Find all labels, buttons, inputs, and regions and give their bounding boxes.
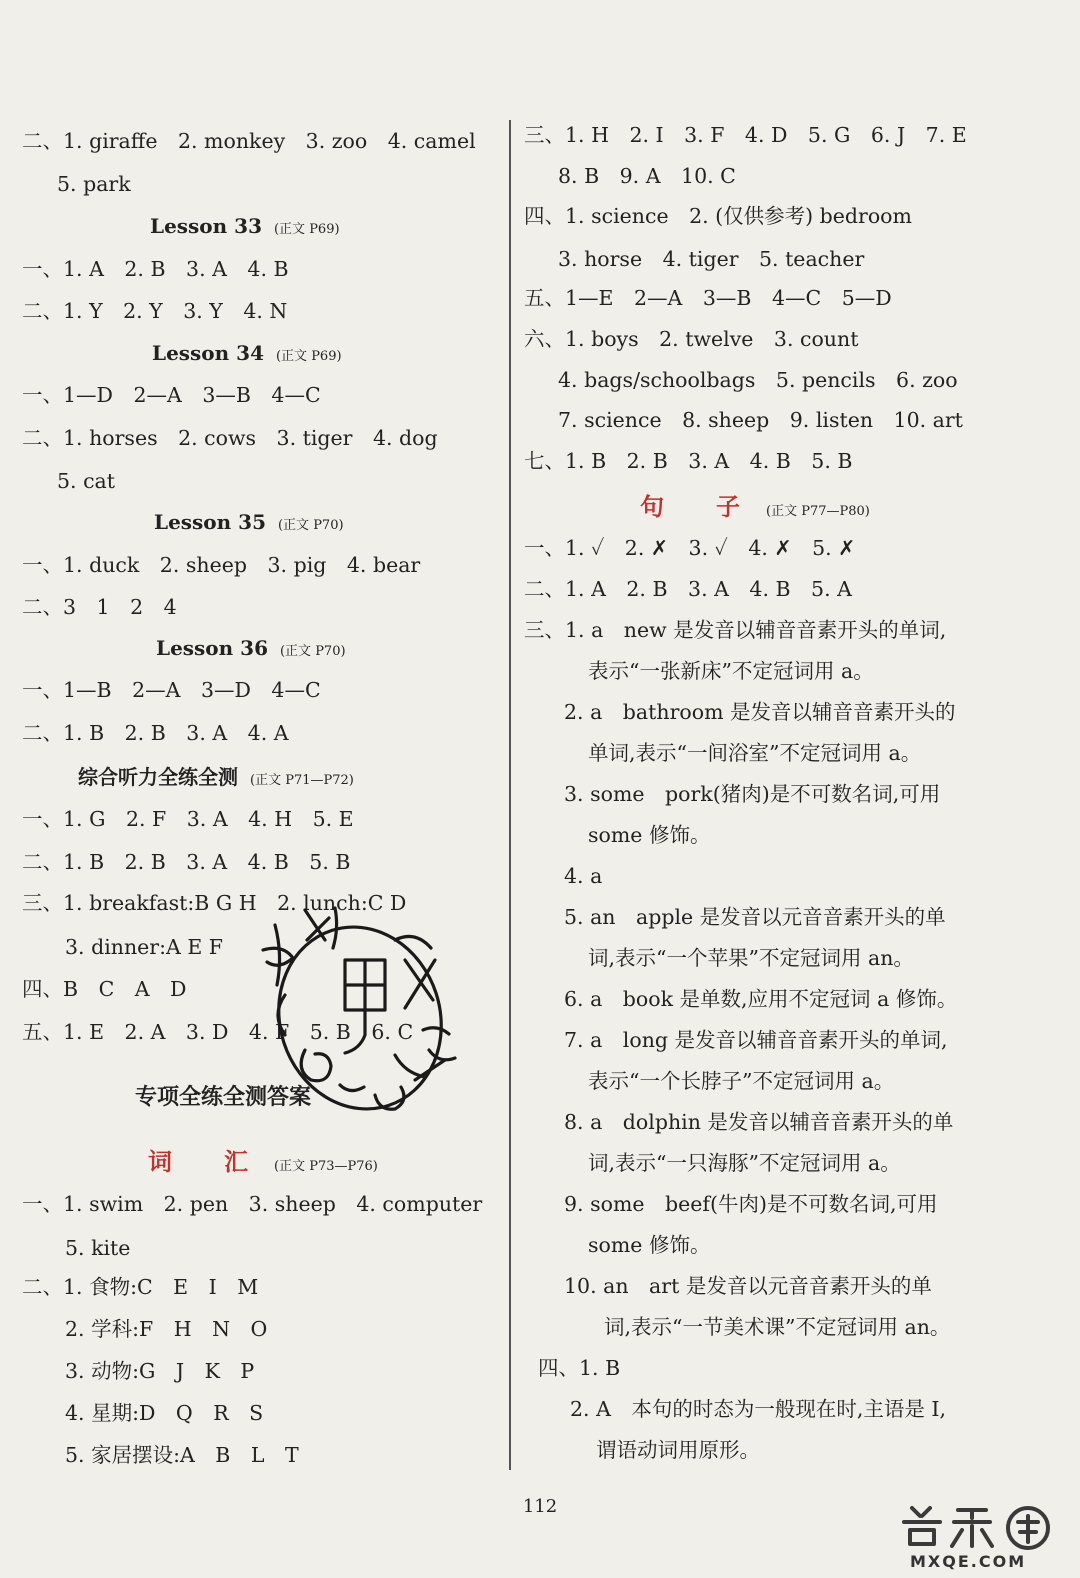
section-heading [148, 1149, 378, 1180]
answer-line: 表示“一个长脖子”不定冠词用 a。 [588, 1069, 895, 1093]
answer-line: 一、1—B 2—A 3—D 4—C [22, 678, 321, 702]
answer-line: 单词,表示“一间浴室”不定冠词用 a。 [588, 741, 922, 765]
answer-line: 四、1. B [538, 1356, 621, 1380]
heading-title: 综合听力全练全测 [78, 765, 238, 789]
answer-line: 8. B 9. A 10. C [558, 164, 736, 188]
answer-line: 9. some beef(牛肉)是不可数名词,可用 [564, 1192, 938, 1216]
answer-line: 一、1—D 2—A 3—B 4—C [22, 383, 321, 407]
answer-line: 10. an art 是发音以元音音素开头的单 [564, 1274, 932, 1298]
heading-title: 词 汇 [148, 1147, 262, 1176]
answer-line: 6. a book 是单数,应用不定冠词 a 修饰。 [564, 987, 958, 1011]
answer-line: 二、1. horses 2. cows 3. tiger 4. dog [22, 426, 438, 450]
answer-line: 5. kite [65, 1236, 131, 1260]
answer-line: 一、1. duck 2. sheep 3. pig 4. bear [22, 553, 421, 577]
answer-line: 3. some pork(猪肉)是不可数名词,可用 [564, 782, 941, 806]
answer-line: 二、1. giraffe 2. monkey 3. zoo 4. camel [22, 129, 476, 153]
heading-title: Lesson 35 [154, 510, 266, 534]
section-heading [640, 494, 870, 525]
answer-line: 一、1. A 2. B 3. A 4. B [22, 257, 289, 281]
section-heading [78, 764, 354, 794]
logo-text: MXQE.COM [910, 1552, 1027, 1571]
answer-line: 词,表示“一只海豚”不定冠词用 a。 [588, 1151, 901, 1175]
answer-line: 2. 学科:F H N O [65, 1317, 268, 1341]
answer-line: 3. horse 4. tiger 5. teacher [558, 247, 865, 271]
answer-line: 四、B C A D [22, 977, 187, 1001]
answer-line: 4. 星期:D Q R S [65, 1401, 264, 1425]
answer-line: 2. a bathroom 是发音以辅音音素开头的 [564, 700, 956, 724]
answer-line: 4. bags/schoolbags 5. pencils 6. zoo [558, 368, 958, 392]
heading-ref: (正文 P70) [279, 644, 346, 659]
answer-line: 词,表示“一节美术课”不定冠词用 an。 [604, 1315, 951, 1339]
heading-ref: (正文 P73—P76) [274, 1159, 378, 1174]
section-heading [156, 635, 346, 665]
section-heading [152, 340, 342, 370]
answer-line: 二、3 1 2 4 [22, 595, 177, 619]
answer-line: 七、1. B 2. B 3. A 4. B 5. B [524, 449, 853, 473]
answer-line: 二、1. 食物:C E I M [22, 1275, 259, 1299]
answer-line: 三、1. H 2. I 3. F 4. D 5. G 6. J 7. E [524, 123, 967, 147]
page-number: 112 [522, 1496, 558, 1517]
answer-line: 5. cat [57, 469, 116, 493]
section-heading [135, 1084, 311, 1110]
heading-title: Lesson 36 [156, 636, 268, 660]
answer-line: 谓语动词用原形。 [596, 1438, 760, 1462]
section-heading [154, 509, 344, 539]
answer-line: 4. a [564, 864, 603, 888]
heading-title: 句 子 [640, 492, 754, 521]
answer-line: 一、1. G 2. F 3. A 4. H 5. E [22, 807, 354, 831]
answer-line: 3. dinner:A E F [65, 935, 224, 959]
answer-line: 5. park [57, 172, 131, 196]
heading-ref: (正文 P70) [277, 518, 344, 533]
answer-line: 三、1. breakfast:B G H 2. lunch:C D [22, 891, 407, 915]
answer-line: 三、1. a new 是发音以辅音音素开头的单词, [524, 618, 947, 642]
heading-title: 专项全练全测答案 [135, 1084, 312, 1110]
answer-line: 5. an apple 是发音以元音音素开头的单 [564, 905, 946, 929]
answer-line: some 修饰。 [588, 1233, 711, 1257]
answer-line: 3. 动物:G J K P [65, 1359, 255, 1383]
heading-ref: (正文 P69) [275, 349, 342, 364]
answer-line: 7. science 8. sheep 9. listen 10. art [558, 408, 963, 432]
heading-ref: (正文 P69) [273, 222, 340, 237]
answer-line: 六、1. boys 2. twelve 3. count [524, 327, 859, 351]
answer-line: 8. a dolphin 是发音以辅音音素开头的单 [564, 1110, 954, 1134]
answer-line: 一、1. swim 2. pen 3. sheep 4. computer [22, 1192, 483, 1216]
answer-line: 7. a long 是发音以辅音音素开头的单词, [564, 1028, 948, 1052]
answer-line: 二、1. Y 2. Y 3. Y 4. N [22, 299, 288, 323]
answer-line: 词,表示“一个苹果”不定冠词用 an。 [588, 946, 914, 970]
site-logo [890, 1500, 1070, 1572]
answer-line: some 修饰。 [588, 823, 711, 847]
answer-line: 五、1—E 2—A 3—B 4—C 5—D [524, 286, 892, 310]
heading-title: Lesson 34 [152, 341, 264, 365]
section-heading [150, 213, 340, 243]
answer-line: 四、1. science 2. (仅供参考) bedroom [524, 204, 912, 228]
column-divider [509, 120, 511, 1470]
heading-ref: (正文 P77—P80) [766, 504, 870, 519]
answer-line: 2. A 本句的时态为一般现在时,主语是 I, [570, 1397, 947, 1421]
heading-ref: (正文 P71—P72) [250, 773, 354, 788]
answer-line: 一、1. ✓ 2. ✗ 3. ✓ 4. ✗ 5. ✗ [524, 536, 856, 560]
answer-line: 5. 家居摆设:A B L T [65, 1443, 299, 1467]
heading-title: Lesson 33 [150, 214, 262, 238]
logo-mark-icon [890, 1500, 1070, 1552]
answer-line: 五、1. E 2. A 3. D 4. F 5. B 6. C [22, 1020, 414, 1044]
answer-line: 表示“一张新床”不定冠词用 a。 [588, 659, 874, 683]
answer-line: 二、1. A 2. B 3. A 4. B 5. A [524, 577, 852, 601]
answer-line: 二、1. B 2. B 3. A 4. B 5. B [22, 850, 351, 874]
answer-line: 二、1. B 2. B 3. A 4. A [22, 721, 289, 745]
